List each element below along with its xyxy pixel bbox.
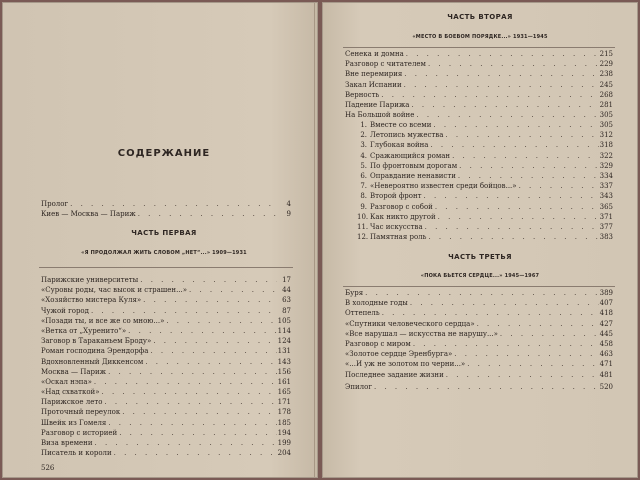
dot-leader	[465, 359, 599, 369]
toc-entry-page: 178	[277, 408, 291, 417]
dot-leader	[126, 326, 277, 336]
toc-entry	[41, 326, 291, 336]
toc-entry-page: 63	[282, 296, 291, 305]
dot-leader	[138, 275, 277, 285]
dot-leader	[452, 349, 599, 359]
toc-entry	[345, 359, 613, 369]
toc-entry-page: 124	[277, 337, 291, 346]
toc-entry	[41, 407, 291, 417]
toc-entry-page: 199	[277, 439, 291, 447]
toc-entry	[357, 181, 613, 191]
toc-entry	[345, 308, 613, 318]
toc-entry-page: 389	[599, 289, 613, 297]
toc-entry-title: Разговор с миром	[345, 339, 411, 348]
toc-entry-page: 238	[599, 70, 613, 79]
toc-entry-title: «Золотое сердце Эренбурга»	[345, 350, 453, 359]
dot-leader	[422, 191, 599, 201]
toc-entry-page: 418	[599, 309, 613, 318]
toc-entry-title: Вместе со всеми	[370, 121, 432, 129]
toc-entry-number: 12.	[357, 233, 369, 242]
toc-entry	[357, 151, 613, 161]
right-page	[322, 2, 638, 478]
toc-entry-page: 281	[599, 100, 613, 109]
toc-entry-title: Проточный переулок	[41, 408, 121, 417]
toc-entry-page: 4	[286, 200, 291, 208]
dot-leader	[444, 370, 599, 380]
dot-leader	[93, 438, 277, 448]
toc-entry-page: 427	[599, 319, 613, 328]
part3-list	[345, 288, 613, 380]
toc-entry-number: 7.	[360, 182, 367, 191]
toc-entry-title: «Все нарушал — искусства не нарушу...»	[345, 329, 498, 338]
page-number: 526	[41, 464, 55, 472]
toc-entry-page: 17	[282, 276, 291, 284]
toc-entry-number: 1.	[360, 121, 367, 129]
part1-subtitle: «Я ПРОДОЛЖАЛ ЖИТЬ СЛОВОМ „НЕТ“...» 1909—1931	[81, 250, 247, 256]
toc-entry-title: «Ветка от „Хуренито“»	[41, 326, 127, 335]
dot-leader	[475, 319, 599, 329]
toc-entry-title: Сенека и домна	[345, 50, 404, 58]
toc-entry-page: 165	[277, 388, 291, 397]
dot-leader	[102, 397, 277, 407]
dot-leader	[151, 336, 277, 346]
part2-list	[345, 49, 613, 120]
toc-entry-title: По фронтовым дорогам	[370, 161, 458, 170]
toc-entry-page: 185	[277, 418, 291, 427]
toc-entry-title: Вне перемирия	[345, 70, 403, 79]
toc-entry	[345, 80, 613, 90]
dot-leader	[414, 110, 599, 120]
toc-entry-page: 329	[599, 161, 613, 170]
toc-entry-page: 194	[277, 428, 291, 437]
toc-entry	[345, 49, 613, 59]
toc-entry-page: 204	[277, 449, 291, 458]
toc-entry-title: Разговор с собой	[370, 202, 433, 211]
dot-leader	[112, 448, 277, 458]
toc-entry-page: 520	[599, 383, 613, 391]
epilogue-list	[345, 382, 613, 392]
toc-entry-page: 9	[286, 210, 291, 219]
toc-entry-title: «...И уж не золотом по черни...»	[345, 360, 466, 369]
toc-entry-number: 8.	[360, 192, 367, 201]
toc-entry	[41, 397, 291, 407]
toc-entry-title: «Позади ты, и все же со мною...»	[41, 316, 165, 325]
toc-entry-title: Разговор с историей	[41, 428, 118, 437]
divider	[343, 47, 615, 48]
toc-entry-title: Сражающийся роман	[370, 151, 451, 160]
dot-leader	[457, 161, 599, 171]
toc-entry	[345, 100, 613, 110]
toc-entry-page: 481	[599, 370, 613, 379]
toc-entry-title: «Оскал нэпа»	[41, 377, 92, 386]
toc-entry-number: 11.	[357, 222, 369, 231]
toc-entry	[41, 285, 291, 295]
toc-entry-title: Разговор с читателем	[345, 60, 426, 69]
dot-leader	[443, 130, 599, 140]
toc-entry	[345, 288, 613, 298]
toc-entry	[41, 209, 291, 219]
dot-leader	[450, 151, 599, 161]
toc-entry	[41, 306, 291, 316]
divider	[39, 267, 293, 268]
toc-entry-page: 305	[599, 121, 613, 129]
part2-sublist	[357, 120, 613, 242]
toc-entry-title: Буря	[345, 289, 364, 297]
part1-list	[41, 275, 291, 458]
toc-entry-page: 312	[599, 131, 613, 140]
toc-entry-page: 131	[277, 347, 291, 356]
part3-subtitle: «ПОКА БЬЕТСЯ СЕРДЦЕ...» 1945—1967	[420, 273, 540, 279]
dot-leader	[363, 288, 599, 298]
toc-entry	[345, 59, 613, 69]
toc-entry	[345, 69, 613, 79]
toc-entry-title: Чужой город	[41, 306, 89, 315]
toc-entry-page: 445	[599, 329, 613, 338]
toc-entry	[357, 202, 613, 212]
toc-entry	[41, 316, 291, 326]
dot-leader	[120, 407, 277, 417]
part3-title: ЧАСТЬ ТРЕТЬЯ	[448, 253, 512, 261]
toc-entry	[345, 382, 613, 392]
toc-entry-page: 268	[599, 90, 613, 99]
toc-entry	[357, 120, 613, 130]
toc-entry-title: Пролог	[41, 200, 69, 208]
toc-entry-title: Парижские университеты	[41, 276, 139, 284]
dot-leader	[423, 222, 599, 232]
toc-entry	[41, 295, 291, 305]
toc-entry-title: «Невероятно известен среди бойцов...»	[370, 182, 517, 191]
dot-leader	[164, 316, 277, 326]
toc-entry-title: Глубокая война	[370, 141, 429, 150]
toc-entry-page: 458	[599, 339, 613, 348]
dot-leader	[143, 357, 277, 367]
toc-entry	[345, 110, 613, 120]
toc-entry-title: Парижское лето	[41, 398, 103, 407]
toc-entry	[41, 336, 291, 346]
dot-leader	[498, 329, 599, 339]
toc-entry	[345, 339, 613, 349]
toc-entry-title: Закал Испании	[345, 80, 402, 89]
dot-leader	[106, 418, 277, 428]
toc-entry-page: 463	[599, 350, 613, 359]
toc-entry-page: 161	[277, 377, 291, 386]
dot-leader	[68, 199, 277, 209]
dot-leader	[136, 209, 277, 219]
toc-entry	[345, 90, 613, 100]
toc-entry-page: 371	[599, 212, 613, 221]
part2-title: ЧАСТЬ ВТОРАЯ	[447, 13, 513, 21]
toc-entry-title: На Большой войне	[345, 111, 415, 120]
toc-entry-page: 105	[277, 316, 291, 325]
toc-entry	[345, 319, 613, 329]
toc-entry-number: 3.	[360, 141, 367, 150]
intro-list	[41, 199, 291, 219]
toc-entry-title: В холодные годы	[345, 299, 408, 308]
toc-entry	[41, 448, 291, 458]
dot-leader	[517, 181, 599, 191]
toc-entry	[345, 370, 613, 380]
dot-leader	[187, 285, 277, 295]
toc-entry-title: «Хозяйство мистера Куля»	[41, 296, 142, 305]
toc-entry	[41, 377, 291, 387]
toc-entry-number: 5.	[360, 161, 367, 170]
dot-leader	[100, 387, 278, 397]
toc-entry-title: Оттепель	[345, 309, 380, 318]
toc-entry-title: Писатель и короли	[41, 449, 112, 458]
toc-entry-title: Второй фронт	[370, 192, 422, 201]
toc-entry	[357, 191, 613, 201]
toc-entry-page: 334	[599, 171, 613, 180]
dot-leader	[433, 202, 599, 212]
dot-leader	[426, 232, 599, 242]
toc-entry-title: Как никто другой	[370, 212, 436, 221]
dot-leader	[89, 306, 277, 316]
toc-entry-title: Оправдание ненависти	[370, 171, 456, 180]
dot-leader	[380, 308, 599, 318]
dot-leader	[409, 100, 599, 110]
toc-entry-title: Заговор в Тараканьем Броду»	[41, 337, 152, 346]
dot-leader	[117, 428, 277, 438]
toc-entry-page: 407	[599, 299, 613, 308]
dot-leader	[141, 295, 277, 305]
toc-entry	[357, 222, 613, 232]
toc-entry-title: Эпилог	[345, 383, 373, 391]
divider	[343, 286, 615, 287]
toc-entry	[41, 428, 291, 438]
toc-entry-page: 143	[277, 357, 291, 366]
toc-entry-number: 10.	[357, 212, 369, 221]
dot-leader	[379, 90, 599, 100]
toc-entry	[357, 161, 613, 171]
toc-entry-title: Летопись мужества	[370, 131, 444, 140]
toc-entry-page: 171	[277, 398, 291, 407]
toc-entry-title: Виза времени	[41, 439, 93, 447]
toc-entry-title: Последнее задание жизни	[345, 370, 444, 379]
toc-entry-page: 337	[599, 182, 613, 191]
dot-leader	[411, 339, 599, 349]
dot-leader	[92, 377, 277, 387]
toc-entry	[357, 212, 613, 222]
toc-entry-number: 2.	[360, 131, 367, 140]
toc-entry-title: «Суровы роды, час высок и страшен...»	[41, 286, 188, 295]
toc-entry	[41, 367, 291, 377]
dot-leader	[408, 298, 599, 308]
toc-entry	[41, 418, 291, 428]
toc-entry-title: Падение Парижа	[345, 100, 410, 109]
toc-entry	[345, 349, 613, 359]
dot-leader	[436, 212, 599, 222]
dot-leader	[402, 69, 599, 79]
toc-entry-page: 44	[282, 286, 291, 295]
toc-entry-page: 365	[599, 202, 613, 211]
toc-entry-title: Швейк из Гомеля	[41, 418, 107, 427]
toc-entry	[41, 199, 291, 209]
toc-entry-page: 215	[599, 50, 613, 58]
toc-entry	[41, 387, 291, 397]
toc-entry	[357, 232, 613, 242]
toc-entry	[41, 346, 291, 356]
dot-leader	[148, 346, 277, 356]
toc-entry	[357, 171, 613, 181]
dot-leader	[426, 59, 599, 69]
toc-entry-number: 6.	[360, 171, 367, 180]
toc-entry-number: 9.	[360, 202, 367, 211]
toc-entry-title: Памятная роль	[370, 233, 427, 242]
toc-entry-page: 322	[599, 151, 613, 160]
toc-entry-title: Москва — Париж	[41, 367, 107, 376]
toc-entry-title: Роман господина Эрендорфа	[41, 347, 149, 356]
toc-entry	[357, 130, 613, 140]
dot-leader	[428, 140, 599, 150]
toc-entry-title: «Над схваткой»	[41, 388, 100, 397]
toc-entry-page: 318	[599, 141, 613, 150]
toc-entry-page: 305	[599, 111, 613, 120]
toc-entry-page: 377	[599, 222, 613, 231]
toc-entry-number: 4.	[360, 151, 367, 160]
toc-entry	[41, 275, 291, 285]
left-page	[2, 2, 318, 478]
toc-entry-title: Час искусства	[370, 222, 423, 231]
dot-leader	[456, 171, 599, 181]
toc-entry-page: 245	[599, 80, 613, 89]
toc-entry-page: 471	[599, 360, 613, 369]
toc-entry-page: 229	[599, 60, 613, 69]
toc-entry-title: Верность	[345, 90, 380, 99]
toc-entry	[41, 438, 291, 448]
dot-leader	[106, 367, 277, 377]
toc-entry-title: «Спутники человеческого сердца»	[345, 319, 475, 328]
toc-entry-page: 156	[277, 367, 291, 376]
dot-leader	[431, 120, 599, 130]
dot-leader	[404, 49, 599, 59]
part2-subtitle: «МЕСТО В БОЕВОМ ПОРЯДКЕ...» 1931—1945	[412, 34, 548, 40]
toc-entry-page: 343	[599, 192, 613, 201]
dot-leader	[402, 80, 599, 90]
toc-entry-page: 383	[599, 233, 613, 242]
dot-leader	[372, 382, 599, 392]
toc-entry-page: 87	[282, 306, 291, 315]
toc-entry	[357, 140, 613, 150]
contents-title: СОДЕРЖАНИЕ	[117, 148, 211, 159]
toc-entry	[41, 357, 291, 367]
toc-entry	[345, 298, 613, 308]
toc-entry-title: Киев — Москва — Париж	[41, 210, 136, 219]
part1-title: ЧАСТЬ ПЕРВАЯ	[131, 229, 197, 237]
toc-entry	[345, 329, 613, 339]
toc-entry-page: 114	[277, 326, 291, 335]
toc-entry-title: Вдохновленный Диккенсом	[41, 357, 144, 366]
